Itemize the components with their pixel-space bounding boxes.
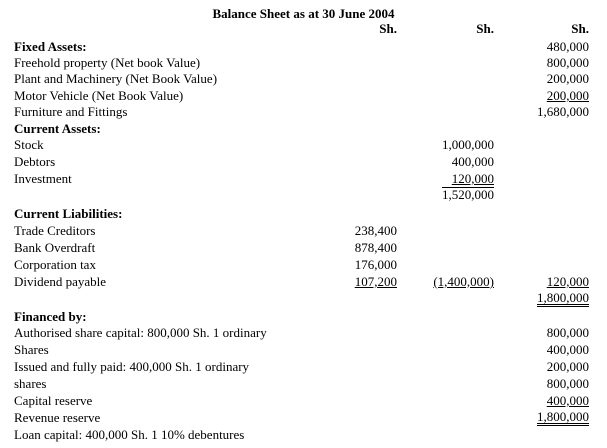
table-row [0, 427, 607, 443]
financed-by-total: 1,800,000 [537, 409, 589, 424]
line-label: Shares [14, 342, 49, 357]
amount: 878,400 [354, 240, 397, 255]
table-row [0, 187, 607, 203]
line-label: Dividend payable [14, 274, 107, 289]
line-label: Issued and fully paid: 400,000 Sh. 1 ordinary [14, 359, 250, 374]
amount: 200,000 [546, 359, 589, 374]
amount: 800,000 [546, 55, 589, 70]
table-row [0, 137, 607, 153]
column-header-1: Sh. [379, 21, 397, 36]
line-label: Loan capital: 400,000 Sh. 1 10% debentures [14, 427, 245, 442]
amount: 480,000 [546, 39, 589, 54]
line-label: Freehold property (Net book Value) [14, 55, 201, 70]
current-liabilities-heading-row [0, 206, 607, 222]
fixed-assets-total: 1,680,000 [537, 104, 589, 119]
table-row [0, 257, 607, 273]
amount: 800,000 [546, 376, 589, 391]
line-label: Plant and Machinery (Net Book Value) [14, 71, 218, 86]
amount: 238,400 [354, 223, 397, 238]
table-row [0, 223, 607, 239]
section-heading: Current Assets: [14, 121, 101, 136]
table-row [0, 171, 607, 187]
line-label: Capital reserve [14, 393, 93, 408]
line-label: Motor Vehicle (Net Book Value) [14, 88, 184, 103]
amount: 120,000 [451, 171, 494, 186]
financed-by-heading-row [0, 309, 607, 325]
table-row [0, 88, 607, 104]
amount: 1,000,000 [442, 137, 494, 152]
amount: 200,000 [546, 71, 589, 86]
line-label: Furniture and Fittings [14, 104, 128, 119]
line-label: Bank Overdraft [14, 240, 96, 255]
amount: 400,000 [451, 154, 494, 169]
table-row [0, 325, 607, 341]
section-heading: Fixed Assets: [14, 39, 87, 54]
column-header-2: Sh. [476, 21, 494, 36]
line-label: Authorised share capital: 800,000 Sh. 1 ordinary [14, 325, 267, 340]
table-row [0, 240, 607, 256]
current-assets-heading-row [0, 121, 607, 137]
line-label: Debtors [14, 154, 56, 169]
document-title: Balance Sheet as at 30 June 2004 [212, 6, 395, 21]
fixed-assets-heading-row [0, 39, 607, 55]
table-row [0, 55, 607, 71]
table-row [0, 71, 607, 87]
line-label: Trade Creditors [14, 223, 96, 238]
column-header-3: Sh. [571, 21, 589, 36]
amount: 800,000 [546, 325, 589, 340]
table-row [0, 376, 607, 392]
amount: 200,000 [546, 88, 589, 103]
amount: 120,000 [546, 274, 589, 289]
amount: 400,000 [546, 393, 589, 408]
table-row [0, 274, 607, 290]
amount: 107,200 [354, 274, 397, 289]
line-label: shares [14, 376, 47, 391]
table-row [0, 154, 607, 170]
table-row [0, 359, 607, 375]
table-row [0, 393, 607, 409]
amount: 176,000 [354, 257, 397, 272]
section-heading: Current Liabilities: [14, 206, 123, 221]
amount: (1,400,000) [433, 274, 494, 289]
amount: 400,000 [546, 342, 589, 357]
section-heading: Financed by: [14, 309, 87, 324]
line-label: Stock [14, 137, 44, 152]
net-assets-total: 1,800,000 [537, 290, 589, 305]
table-row [0, 104, 607, 120]
current-assets-total: 1,520,000 [442, 187, 494, 202]
line-label: Investment [14, 171, 72, 186]
table-row [0, 410, 607, 426]
line-label: Corporation tax [14, 257, 96, 272]
table-row [0, 342, 607, 358]
line-label: Revenue reserve [14, 410, 101, 425]
table-row [0, 291, 607, 307]
